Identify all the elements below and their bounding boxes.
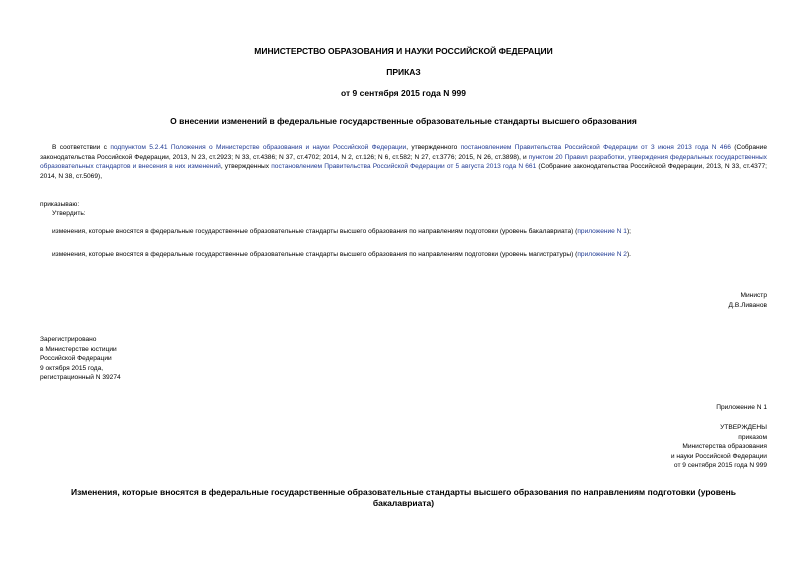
preamble-text-4: , утвержденных [220,163,272,171]
approved-word: УТВЕРЖДЕНЫ [720,424,767,431]
preamble-text-1: В соответствии с [52,144,111,151]
list-item [52,227,767,237]
signature-name: Д.В.Ливанов [728,302,767,309]
link-resolution-661[interactable]: постановлением Правительства Российской Федерации от 5 августа 2013 года N 661 [271,163,537,171]
item-text: изменения, которые вносятся в федеральные государственные образовательные стандарты высшего образования по направлениям подготовки (уровень бакалавриата) ( [52,228,578,235]
appendix-approval-block [671,423,767,471]
preamble-paragraph [40,143,767,181]
ministry-line-1: Министерства образования [682,443,767,451]
order-date-number: от 9 сентября 2015 года N 999 [341,88,466,98]
link-appendix-1[interactable]: приложение N 1 [577,228,627,235]
link-regulation-5-2-41[interactable]: подпунктом 5.2.41 Положения о Министерстве образования и науки Российской Федерации [110,144,407,151]
approve-word: Утвердить: [52,210,86,217]
list-item [52,250,767,260]
registration-line: регистрационный N 39274 [40,374,121,382]
preamble-text-5: (Собрание законодательства Российской Федерации, 2013, N 33, ст.4377; 2014, N 38, ст.5069), [40,163,767,180]
registration-block [40,335,121,383]
link-rules-point-20[interactable]: пунктом 20 Правил разработки, утверждения федеральных государственных образовательных стандартов и внесения в них изменений [40,153,767,171]
ministry-line-2: и науки Российской Федерации [670,452,767,460]
appendix-title: Изменения, которые вносятся в федеральные государственные образовательные стандарты высшего образования по направлениям подготовки (уровень бакалавриата) [71,487,736,508]
order-subject: О внесении изменений в федеральные государственные образовательные стандарты высшего образования [170,116,637,126]
document-type: ПРИКАЗ [386,67,421,77]
registration-line: Зарегистрировано [40,336,97,343]
link-appendix-2[interactable]: приложение N 2 [577,251,627,258]
signature-title: Министр [740,292,767,299]
ministry-heading: МИНИСТЕРСТВО ОБРАЗОВАНИЯ И НАУКИ РОССИЙСКОЙ ФЕДЕРАЦИИ [254,46,553,56]
registration-line: Российской Федерации [40,355,112,363]
item-tail: ); [626,228,631,235]
item-text: изменения, которые вносятся в федеральные государственные образовательные стандарты высшего образования по направлениям подготовки (уровень магистратуры) ( [52,251,578,258]
registration-line: в Министерстве юстиции [40,345,117,353]
link-resolution-466[interactable]: постановлением Правительства Российской Федерации от 3 июня 2013 года N 466 [460,144,731,151]
appendix-date: от 9 сентября 2015 года N 999 [673,462,767,470]
appendix-label: Приложение N 1 [716,404,767,411]
by-order-word: приказом [738,433,767,441]
item-tail: ). [626,251,631,258]
preamble-text-3: (Собрание законодательства Российской Федерации, 2013, N 23, ст.2923; N 33, ст.4386; N 37, ст.4702; 2014, N 2, ст.126; N 6, ст.582; N 27, ст.3776; 2015, N 26, ст.3898), и [40,144,767,161]
preamble-text-2: , утвержденного [406,144,461,151]
registration-line: 9 октября 2015 года, [40,364,104,372]
order-word: приказываю: [40,201,80,208]
